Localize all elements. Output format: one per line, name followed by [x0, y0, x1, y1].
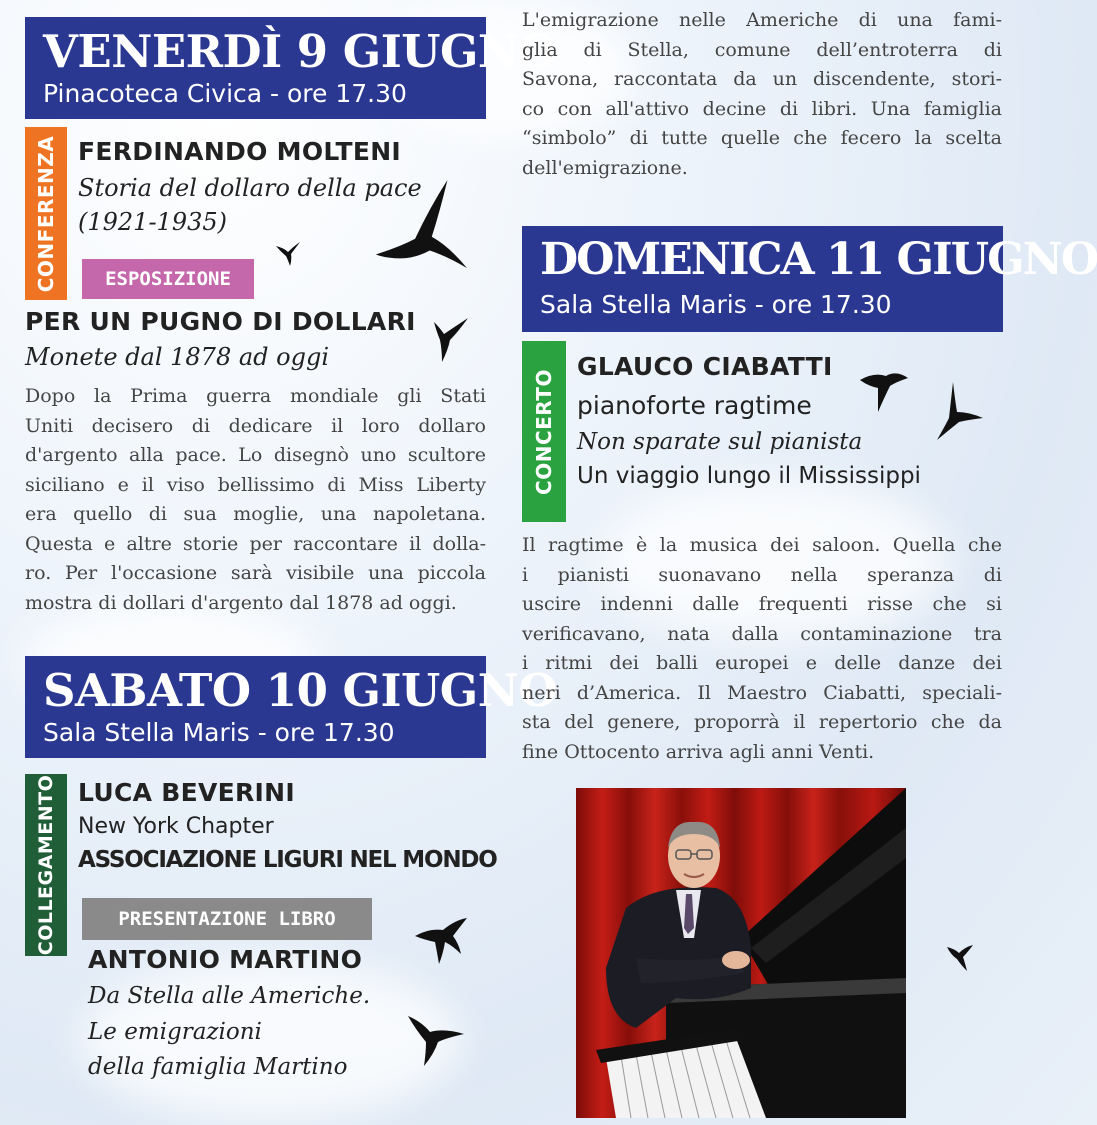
- book-title-line1: Da Stella alle Americhe.: [88, 983, 371, 1009]
- swallow-icon: [276, 240, 300, 266]
- exhibit-subtitle: Monete dal 1878 ad oggi: [25, 343, 329, 371]
- saturday-venue: Sala Stella Maris - ore 17.30: [43, 718, 395, 747]
- sunday-performer: GLAUCO CIABATTI: [577, 352, 833, 381]
- concerto-label-bar: [522, 341, 566, 522]
- saturday-date: SABATO 10 GIUGNO: [43, 664, 558, 717]
- pianist-photo: [576, 788, 906, 1118]
- swallow-icon: [937, 382, 983, 440]
- description-line: verificavano, nata dalla contaminazione tra: [522, 622, 1002, 645]
- description-line: siciliano e il viso bellissimo di Miss Liberty: [25, 473, 486, 496]
- swallow-icon: [370, 178, 470, 276]
- description-line: Uniti decisero di dedicare il loro dollaro: [25, 414, 486, 437]
- description-line: neri d’America. Il Maestro Ciabatti, speciali-: [522, 681, 1002, 704]
- friday-subtitle-line1: Storia del dollaro della pace: [78, 174, 422, 202]
- friday-subtitle-line2: (1921-1935): [78, 208, 227, 236]
- sunday-header: [522, 226, 1097, 332]
- book-title-line3: della famiglia Martino: [88, 1054, 348, 1080]
- description-line: i pianisti suonavano nella speranza di: [522, 563, 1002, 586]
- description-line: era quello di sua moglie, una napoletana.: [25, 503, 486, 525]
- friday-header: [25, 17, 558, 119]
- friday-date: VENERDÌ 9 GIUGNO: [43, 25, 558, 78]
- sunday-venue: Sala Stella Maris - ore 17.30: [540, 290, 892, 319]
- friday-description: [25, 382, 486, 618]
- saturday-association: ASSOCIAZIONE LIGURI NEL MONDO: [78, 847, 497, 873]
- description-line: mostra di dollari d'argento dal 1878 ad oggi.: [25, 591, 457, 614]
- description-line: “simbolo” di tutte quelle che fecero la scelta: [522, 127, 1002, 149]
- conferenza-label: CONFERENZA: [34, 135, 58, 292]
- saturday-header: [25, 656, 558, 758]
- swallow-icon: [947, 943, 973, 971]
- friday-speaker: FERDINANDO MOLTENI: [78, 137, 402, 166]
- conferenza-label-bar: [25, 127, 67, 300]
- concerto-label: CONCERTO: [532, 368, 556, 495]
- sunday-date: DOMENICA 11 GIUGNO: [540, 234, 1097, 285]
- description-line: ro. Per l'occasione sarà visibile una piccola: [25, 562, 486, 584]
- description-line: co con all'attivo decine di libri. Una famiglia: [522, 97, 1002, 120]
- esposizione-tag: ESPOSIZIONE: [82, 259, 254, 299]
- presentazione-libro-tag: PRESENTAZIONE LIBRO: [82, 898, 372, 940]
- sunday-show-subtitle: Un viaggio lungo il Mississippi: [577, 463, 921, 489]
- swallow-icon: [415, 918, 467, 964]
- saturday-chapter: New York Chapter: [78, 814, 274, 839]
- description-line: d'argento alla pace. Lo disegnò uno scultore: [25, 444, 486, 466]
- book-author: ANTONIO MARTINO: [88, 945, 363, 974]
- sunday-description: [522, 531, 1002, 767]
- swallow-icon: [434, 316, 468, 362]
- description-line: fine Ottocento arriva agli anni Venti.: [522, 740, 875, 763]
- description-line: Il ragtime è la musica dei saloon. Quella che: [522, 534, 1002, 556]
- saturday-speaker: LUCA BEVERINI: [78, 778, 295, 807]
- description-line: sta del genere, proporrà il repertorio che da: [522, 711, 1002, 733]
- description-line: Dopo la Prima guerra mondiale gli Stati: [25, 385, 486, 407]
- description-line: dell'emigrazione.: [522, 156, 688, 179]
- description-line: glia di Stella, comune dell’entroterra di: [522, 38, 1002, 61]
- description-line: L'emigrazione nelle Americhe di una fami-: [522, 9, 1002, 31]
- pianist-illustration: [576, 788, 906, 1118]
- saturday-description: [522, 6, 1002, 183]
- book-title-line2: Le emigrazioni: [88, 1019, 262, 1045]
- friday-venue: Pinacoteca Civica - ore 17.30: [43, 79, 407, 108]
- swallow-icon: [408, 1012, 464, 1066]
- sunday-show-title: Non sparate sul pianista: [577, 429, 863, 455]
- description-line: i ritmi dei balli europei e delle danze dei: [522, 652, 1002, 674]
- description-line: Questa e altre storie per raccontare il dolla-: [25, 532, 486, 555]
- collegamento-label: COLLEGAMENTO: [35, 774, 57, 956]
- description-line: uscire indenni dalle frequenti risse che si: [522, 593, 1002, 615]
- collegamento-label-bar: [25, 774, 67, 956]
- description-line: Savona, raccontata da un discendente, stori-: [522, 68, 1002, 90]
- swallow-icon: [860, 368, 908, 412]
- sunday-instrument: pianoforte ragtime: [577, 391, 812, 420]
- exhibit-title: PER UN PUGNO DI DOLLARI: [25, 307, 416, 336]
